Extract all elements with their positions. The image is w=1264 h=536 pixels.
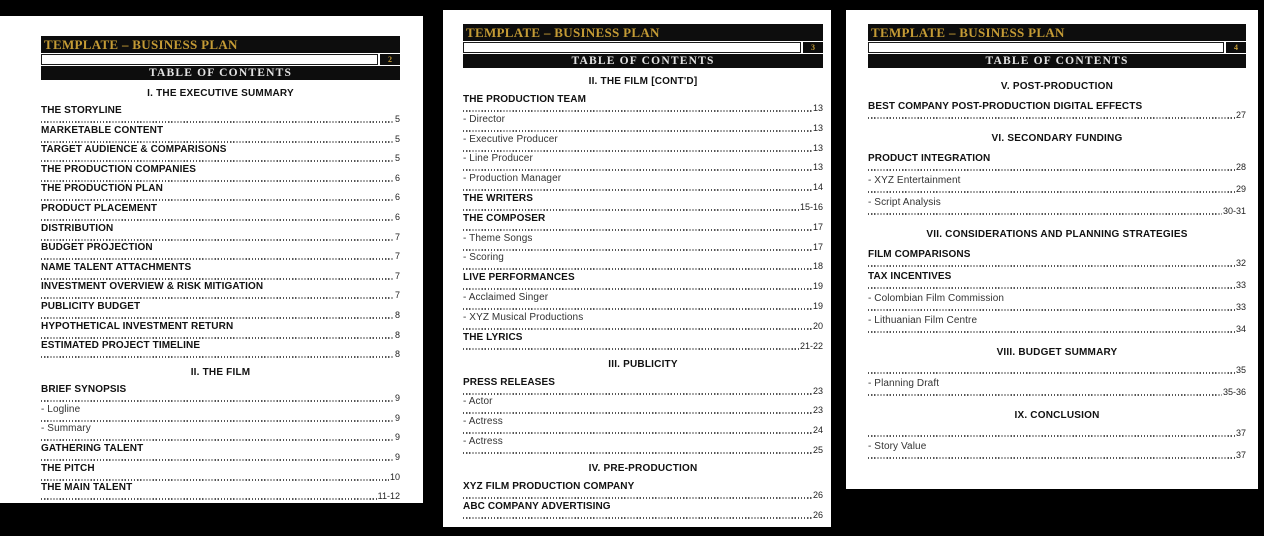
entry-label: - Actress [463,416,503,428]
entry-label: - Logline [41,403,81,415]
document-page-3 [443,10,831,527]
page-header-bar [868,24,1246,41]
entry-leader [868,208,1246,216]
leader-dots [463,308,812,310]
entry-label: - Colombian Film Commission [868,293,1005,304]
toc-entry [463,173,823,192]
leader-dots [463,249,812,251]
entry-leader [463,509,823,520]
entry-leader [463,427,823,435]
entry-leader [868,282,1246,290]
entry-leader [41,434,400,442]
leader-dots [463,517,812,519]
header-title: TEMPLATE – BUSINESS PLAN [466,24,660,40]
entry-label: - Theme Songs [463,232,533,244]
entry-page-number: 13 [812,103,823,113]
entry-leader [463,184,823,192]
toc-entry [41,301,400,320]
toc-entry [41,443,400,462]
leader-dots [868,287,1235,289]
toc-entry [41,164,400,183]
entry-label: LIVE PERFORMANCES [463,272,575,284]
toc-entry [41,384,400,403]
toc-entry [463,153,823,172]
leader-dots [868,457,1235,459]
entry-page-number: 33 [1235,280,1246,290]
toc-entry [868,293,1246,312]
toc-entry [463,292,823,311]
leader-dots [463,497,812,499]
entry-page-number: 7 [394,270,400,281]
entry-label: - Actress [463,435,503,447]
leader-dots [868,265,1235,267]
entry-leader [463,340,823,351]
page-number-badge: 2 [380,54,400,65]
entry-leader [463,489,823,500]
toc-entry [41,105,400,124]
entry-leader [41,412,400,423]
entry-page-number: 35 [1235,365,1246,375]
leader-dots [868,372,1235,374]
toc-entry [463,94,823,113]
entry-leader [463,142,823,153]
toc-entry [41,340,400,359]
entry-leader [463,385,823,396]
entry-label: HYPOTHETICAL INVESTMENT RETURN [41,320,234,332]
leader-dots [463,288,812,290]
toc-entry [463,332,823,351]
entry-label: - Scoring [463,252,504,264]
leader-dots [463,328,812,330]
toc-entry [868,249,1246,268]
entry-label: THE MAIN TALENT [41,482,133,494]
entry-page-number: 25 [812,444,823,455]
entry-label: BUDGET PROJECTION [41,242,153,254]
entry-leader [463,263,823,271]
entry-label: - Planning Draft [868,378,940,389]
toc-entry [41,321,400,340]
leader-dots [868,117,1235,119]
entry-page-number: 9 [394,432,400,443]
toc-entry [41,223,400,242]
entry-page-number: 10 [389,471,400,482]
entry-label: THE PRODUCTION TEAM [463,94,587,105]
entry-label: THE PRODUCTION COMPANIES [41,163,196,175]
section-heading: I. THE EXECUTIVE SUMMARY [147,88,294,99]
leader-dots [463,229,812,231]
toc-entry [41,183,400,202]
entry-leader [41,194,400,202]
entry-page-number: 7 [394,251,400,262]
header-title: TEMPLATE – BUSINESS PLAN [44,36,238,52]
entry-leader [463,283,823,291]
leader-dots [463,432,812,434]
entry-page-number: 9 [394,393,400,404]
entry-page-number: 8 [394,329,400,340]
entry-leader [463,320,823,331]
entry-label: - XYZ Entertainment [868,175,961,186]
entry-label: THE COMPOSER [463,212,546,224]
leader-dots [41,439,394,441]
entry-leader [868,164,1246,172]
leader-dots [868,169,1235,171]
entry-page-number: 23 [812,385,823,396]
entry-page-number: 13 [812,122,823,133]
toc-entry [41,404,400,423]
entry-label: ESTIMATED PROJECT TIMELINE [41,340,201,352]
entry-page-number: 30-31 [1222,206,1246,216]
page-number-strip [868,42,1246,53]
toc-entry [463,252,823,271]
entry-leader [463,241,823,252]
entry-leader [463,164,823,172]
page-number-badge: 3 [803,42,823,53]
leader-dots [41,356,394,358]
leader-dots [41,141,394,143]
entry-leader [463,201,823,212]
toc-entry [868,441,1246,460]
entry-leader [41,133,400,144]
toc-entry [463,481,823,500]
entry-page-number: 20 [812,320,823,331]
toc-entry [463,416,823,435]
entry-label: THE WRITERS [463,192,533,204]
section-heading: VII. CONSIDERATIONS AND PLANNING STRATEGIES [926,229,1188,240]
page-header-bar [41,36,400,53]
leader-dots [41,479,389,481]
entry-leader [41,292,400,300]
leader-dots [41,258,394,260]
toc-title: TABLE OF CONTENTS [571,55,715,67]
entry-label: DISTRIBUTION [41,222,114,234]
toc-entry [868,430,1246,438]
page-content [463,77,823,520]
document-page-4 [846,10,1258,489]
leader-dots [868,331,1235,333]
entry-page-number: 37 [1235,450,1246,460]
page-content [41,89,400,501]
entry-page-number: 33 [1235,302,1246,312]
entry-label: ABC COMPANY ADVERTISING [463,500,611,512]
toc-entry [868,197,1246,216]
entry-label: - Line Producer [463,153,533,165]
entry-page-number: 35-36 [1222,387,1246,397]
leader-dots [41,121,394,123]
leader-dots [463,412,812,414]
entry-leader [463,122,823,133]
toc-entry [868,315,1246,334]
entry-label: INVESTMENT OVERVIEW & RISK MITIGATION [41,281,264,293]
entry-label: FILM COMPARISONS [868,249,971,260]
toc-entry [463,213,823,232]
toc-entry [463,193,823,212]
entry-page-number: 34 [1235,324,1246,334]
toc-entry [463,436,823,455]
entry-page-number: 37 [1235,428,1246,438]
leader-dots [463,130,812,132]
entry-page-number: 7 [394,231,400,242]
leader-dots [868,435,1235,437]
toc-entry [463,233,823,252]
section-heading: IV. PRE-PRODUCTION [588,462,698,474]
entry-page-number: 17 [812,241,823,252]
entry-label: NAME TALENT ATTACHMENTS [41,261,192,273]
entry-label: BEST COMPANY POST-PRODUCTION DIGITAL EFFECTS [868,101,1143,112]
entry-label: - Acclaimed Singer [463,291,549,303]
leader-dots [41,400,394,402]
toc-title: TABLE OF CONTENTS [148,67,293,79]
entry-leader [41,309,400,320]
leader-dots [41,219,394,221]
entry-leader [41,211,400,222]
leader-dots [41,337,394,339]
entry-leader [41,395,400,403]
entry-label: GATHERING TALENT [41,442,144,454]
section-heading: II. THE FILM [190,367,251,379]
entry-label: XYZ FILM PRODUCTION COMPANY [463,480,635,492]
entry-leader [41,471,400,482]
entry-label: - Actor [463,396,493,408]
leader-dots [463,189,812,191]
entry-leader [41,116,400,124]
page-number-strip [41,54,400,65]
header-title: TEMPLATE – BUSINESS PLAN [871,24,1065,40]
leader-dots [463,209,799,211]
entry-label: THE STORYLINE [41,105,122,116]
entry-page-number: 8 [394,349,400,360]
entry-page-number: 13 [812,162,823,173]
toc-entry [463,134,823,153]
entry-page-number: 6 [394,172,400,183]
toc-entry [41,281,400,300]
toc-entry [41,262,400,281]
entry-label: MARKETABLE CONTENT [41,124,164,136]
toc-title-bar [41,66,400,80]
entry-page-number: 27 [1235,110,1246,120]
entry-label: - Executive Producer [463,133,558,145]
entry-leader [463,444,823,455]
entry-label: - XYZ Musical Productions [463,311,584,323]
entry-page-number: 7 [394,290,400,301]
entry-label: TAX INCENTIVES [868,271,952,282]
leader-dots [41,160,394,162]
document-page-2 [0,16,423,503]
entry-page-number: 18 [812,261,823,272]
leader-dots [41,180,394,182]
entry-page-number: 9 [394,451,400,462]
entry-leader [868,112,1246,120]
entry-page-number: 19 [812,281,823,292]
entry-page-number: 26 [812,489,823,500]
leader-dots [41,459,394,461]
entry-label: - Summary [41,423,91,435]
entry-leader [868,304,1246,312]
section-heading: VIII. BUDGET SUMMARY [996,347,1118,358]
entry-leader [463,105,823,113]
entry-label: TARGET AUDIENCE & COMPARISONS [41,144,227,156]
leader-dots [41,239,394,241]
entry-leader [868,430,1246,438]
entry-label: PRODUCT INTEGRATION [868,153,991,164]
leader-dots [41,498,377,500]
leader-dots [41,317,394,319]
toc-entry [463,272,823,291]
toc-entry [463,501,823,520]
entry-label: - Story Value [868,441,927,452]
entry-leader [463,221,823,232]
toc-entry [41,203,400,222]
entry-leader [463,300,823,311]
entry-leader [868,452,1246,460]
toc-entry [463,312,823,331]
entry-label: PUBLICITY BUDGET [41,300,141,312]
page-header-bar [463,24,823,41]
entry-page-number: 21-22 [799,340,823,351]
leader-dots [868,191,1235,193]
entry-label: - Production Manager [463,173,562,185]
page-content [868,82,1246,460]
toc-title: TABLE OF CONTENTS [985,55,1129,67]
entry-page-number: 5 [394,153,400,164]
entry-leader [463,407,823,415]
entry-page-number: 17 [812,221,823,232]
entry-page-number: 26 [812,509,823,520]
entry-page-number: 19 [812,300,823,311]
entry-label: - Script Analysis [868,197,941,208]
entry-page-number: 5 [394,133,400,144]
entry-label: THE LYRICS [463,331,523,343]
entry-leader [868,186,1246,194]
section-heading: II. THE FILM [CONT'D] [588,76,698,87]
page-number-strip [463,42,823,53]
entry-page-number: 15-16 [799,201,823,212]
section-heading: VI. SECONDARY FUNDING [991,133,1123,144]
leader-dots [463,393,812,395]
entry-label: BRIEF SYNOPSIS [41,384,127,396]
toc-entry [868,153,1246,172]
toc-entry [463,114,823,133]
entry-label: - Director [463,113,506,125]
entry-page-number: 5 [394,114,400,124]
entry-page-number: 11-12 [377,491,400,502]
toc-entry [463,377,823,396]
entry-leader [868,367,1246,375]
leader-dots [868,309,1235,311]
leader-dots [41,297,394,299]
leader-dots [463,150,812,152]
entry-page-number: 13 [812,142,823,153]
toc-entry [41,144,400,163]
entry-leader [41,351,400,359]
section-heading: III. PUBLICITY [608,358,678,370]
entry-leader [41,155,400,163]
entry-leader [41,172,400,183]
entry-page-number: 29 [1235,184,1246,194]
leader-dots [463,110,812,112]
section-heading: V. POST-PRODUCTION [1000,81,1114,92]
entry-label: - Lithuanian Film Centre [868,315,978,326]
toc-entry [41,423,400,442]
entry-page-number: 32 [1235,258,1246,268]
toc-entry [41,242,400,261]
leader-dots [463,452,812,454]
page-number-line [41,54,378,65]
toc-entry [868,378,1246,397]
leader-dots [463,169,812,171]
entry-leader [868,260,1246,268]
toc-entry [41,125,400,144]
entry-page-number: 23 [812,405,823,416]
leader-dots [41,199,394,201]
page-number-badge: 4 [1226,42,1246,53]
entry-page-number: 9 [394,412,400,423]
leader-dots [868,213,1222,215]
entry-page-number: 6 [394,192,400,203]
leader-dots [463,348,799,350]
entry-leader [41,329,400,340]
entry-page-number: 6 [394,211,400,222]
toc-entry [868,367,1246,375]
entry-leader [41,451,400,462]
entry-label: PRESS RELEASES [463,376,555,388]
leader-dots [41,420,394,422]
toc-entry [41,482,400,501]
entry-leader [41,253,400,261]
entry-page-number: 8 [394,309,400,320]
toc-entry [463,396,823,415]
entry-leader [868,326,1246,334]
leader-dots [463,268,812,270]
page-number-line [868,42,1224,53]
entry-label: THE PITCH [41,462,95,474]
entry-page-number: 14 [812,182,823,193]
entry-page-number: 28 [1235,162,1246,172]
entry-leader [41,493,400,501]
entry-leader [868,389,1246,397]
entry-label: THE PRODUCTION PLAN [41,183,163,195]
toc-entry [868,271,1246,290]
leader-dots [868,394,1222,396]
entry-label: PRODUCT PLACEMENT [41,202,158,214]
section-heading: IX. CONCLUSION [1014,410,1100,421]
toc-title-bar [868,54,1246,68]
entry-leader [41,231,400,242]
entry-leader [41,270,400,281]
toc-entry [868,101,1246,120]
page-number-line [463,42,801,53]
toc-entry [868,175,1246,194]
toc-title-bar [463,54,823,68]
toc-entry [41,463,400,482]
entry-page-number: 24 [812,425,823,436]
leader-dots [41,278,394,280]
